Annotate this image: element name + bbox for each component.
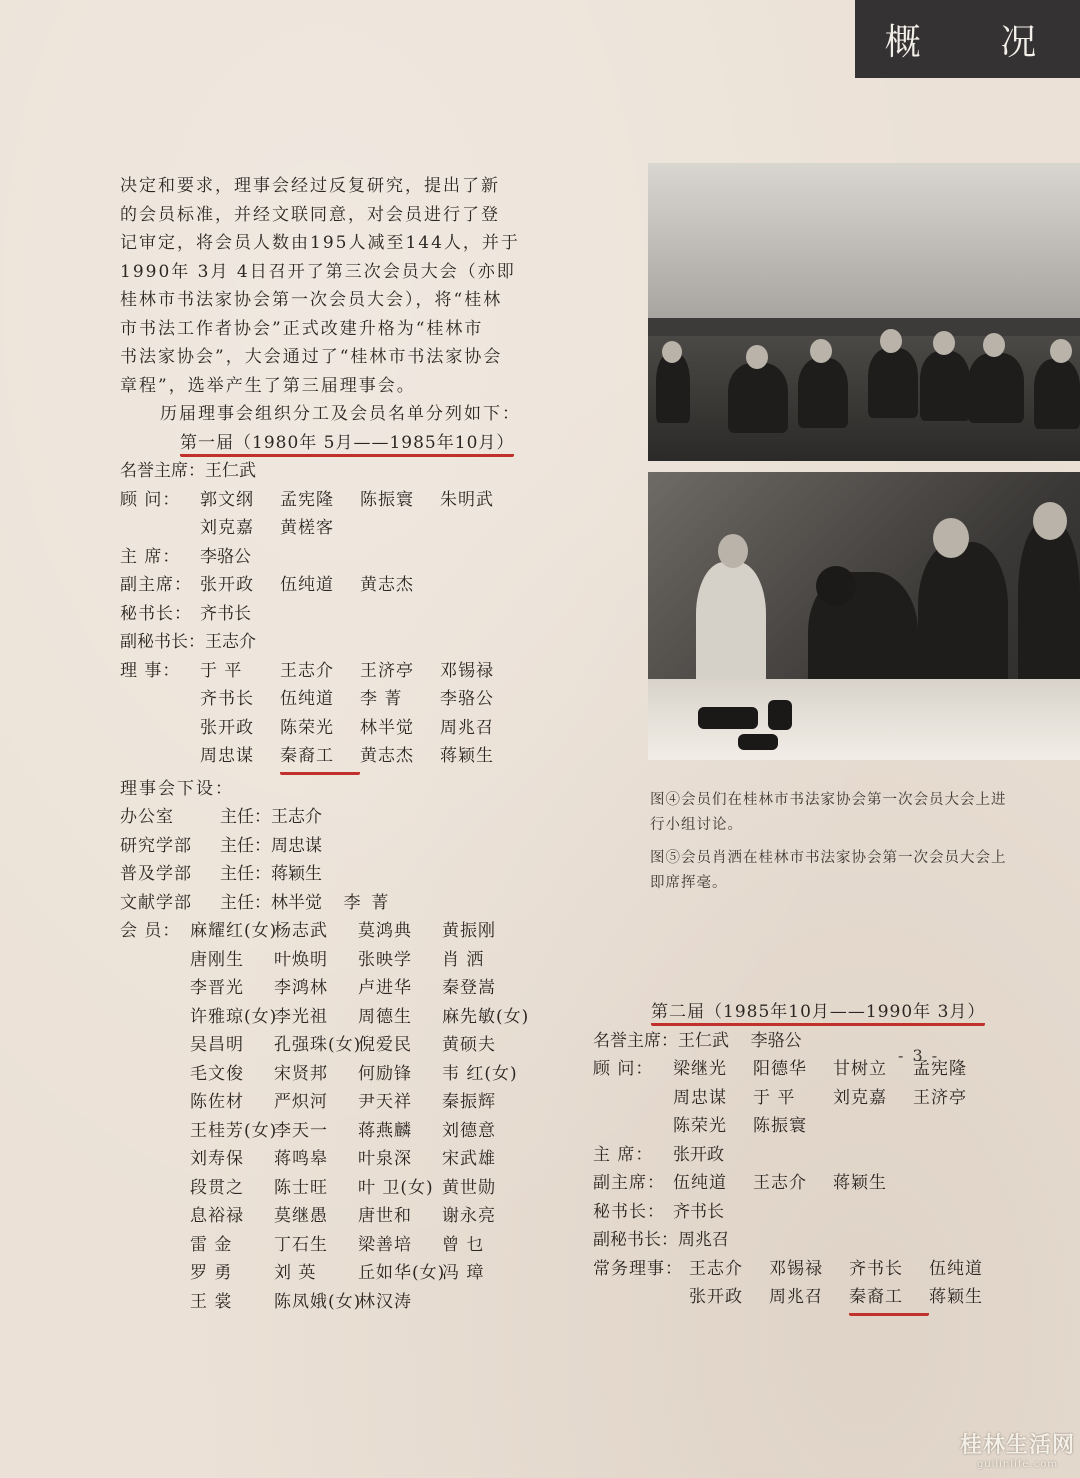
- person-name-highlighted: 秦裔工: [849, 1283, 929, 1316]
- second-session-title-text: 第二届（1985年10月——1990年 3月）: [651, 1002, 985, 1026]
- photo-ink-stroke: [768, 700, 792, 730]
- advisors-names: [673, 1055, 993, 1084]
- members-names: [190, 1174, 526, 1203]
- person-name: 黄振刚: [442, 921, 496, 941]
- standing-directors-row-continued: [593, 1283, 1013, 1316]
- meeting-photo: [648, 163, 1080, 461]
- person-name: 陈佐材: [190, 1092, 244, 1112]
- department-head: 周忠谋: [271, 835, 322, 856]
- person-name: 黄志杰: [360, 575, 414, 595]
- advisors-row-continued: [120, 514, 540, 543]
- person-name: 邓锡禄: [440, 660, 494, 681]
- person-name: 李天一: [274, 1120, 328, 1141]
- department-name: 普及学部: [120, 864, 192, 884]
- department-role: 主任：: [220, 835, 271, 856]
- person-name: 陈振寰: [753, 1116, 807, 1136]
- chair-label: 主 席：: [593, 1144, 654, 1165]
- members-names: [190, 1117, 526, 1146]
- person-name: 周忠谋: [200, 746, 254, 766]
- person-name: 周兆召: [769, 1287, 823, 1307]
- person-name: 陈士旺: [274, 1177, 328, 1198]
- photo-figure: [920, 351, 970, 421]
- photo-figure-head: [816, 566, 856, 606]
- members-label: 会 员：: [120, 921, 181, 941]
- members-names: [190, 946, 526, 975]
- person-name: 丘如华(女): [358, 1263, 446, 1283]
- secretary-name: 齐书长: [200, 603, 251, 624]
- intro-line: 记审定，将会员人数由195人减至144人，并于: [120, 233, 520, 253]
- department-head: 蒋颖生: [271, 864, 322, 884]
- honorary-chair-name: 王仁武: [205, 461, 256, 481]
- person-name: 张开政: [689, 1287, 743, 1307]
- deputy-secretary-label: 副秘书长：: [593, 1230, 678, 1250]
- photo-ceiling: [648, 163, 1080, 318]
- photo-figure-head: [933, 518, 969, 558]
- members-continued: [120, 946, 540, 1317]
- intro-line: 桂林市书法家协会第一次会员大会），将“桂林: [120, 290, 503, 310]
- photo-figure-head: [746, 345, 768, 369]
- person-name: 麻先敏(女): [442, 1006, 530, 1027]
- person-name-highlighted: 秦裔工: [280, 742, 360, 775]
- photo-figure-head: [810, 339, 832, 363]
- vice-chair-names: [200, 571, 440, 600]
- department-row: [120, 832, 540, 861]
- person-name: 张开政: [200, 717, 254, 738]
- person-name: 秦振辉: [442, 1092, 496, 1112]
- advisors-names: [200, 514, 360, 543]
- person-name: 尹天祥: [358, 1092, 412, 1112]
- department-head: 林半觉 李 菁: [271, 892, 389, 913]
- photo-captions: [650, 788, 1010, 896]
- person-name: 于 平: [753, 1087, 796, 1108]
- second-session-title: [593, 998, 1013, 1027]
- person-name: 刘德意: [442, 1120, 496, 1141]
- members-names: [190, 1145, 526, 1174]
- advisors-names: [673, 1084, 993, 1113]
- photo-figure-head: [933, 331, 955, 355]
- department-role: 主任：: [220, 864, 271, 884]
- standing-directors-row: [593, 1255, 1013, 1284]
- vice-chair-label: 副主席：: [120, 575, 192, 595]
- person-name: 张开政: [200, 575, 254, 595]
- person-name: 梁继光: [673, 1059, 727, 1079]
- person-name: 李骆公: [440, 689, 494, 709]
- list-intro: 历届理事会组织分工及会员名单分列如下：: [160, 404, 521, 424]
- members-row-continued: [120, 1145, 540, 1174]
- members-names: [190, 1288, 526, 1317]
- person-name: 张映学: [358, 949, 412, 970]
- person-name: 阳德华: [753, 1059, 807, 1079]
- right-column: [593, 998, 1013, 1316]
- members-names: [190, 1003, 530, 1032]
- photo-figure-head: [718, 534, 748, 568]
- photo-figure-head: [1033, 502, 1067, 540]
- person-name: 王济亭: [913, 1087, 967, 1108]
- directors-names: [200, 742, 520, 775]
- chair-row: [120, 543, 540, 572]
- directors-row-continued: [120, 714, 540, 743]
- directors-names: [200, 657, 520, 686]
- person-name: 王志介: [753, 1173, 807, 1193]
- person-name: 唐刚生: [190, 949, 244, 970]
- person-name: 蒋颖生: [833, 1173, 887, 1193]
- vice-chair-label: 副主席：: [593, 1173, 665, 1193]
- person-name: 刘克嘉: [833, 1087, 887, 1108]
- members-names: [190, 1088, 526, 1117]
- members-row-continued: [120, 974, 540, 1003]
- directors-label: 理 事：: [120, 660, 181, 681]
- chair-name: 张开政: [673, 1144, 724, 1165]
- person-name: [442, 1288, 526, 1317]
- vice-chair-row: [120, 571, 540, 600]
- person-name: 韦 红(女): [442, 1063, 518, 1084]
- person-name: 严炽河: [274, 1092, 328, 1112]
- department-role: 主任：: [220, 807, 271, 827]
- department-name: 研究学部: [120, 835, 192, 856]
- person-name: 孟宪隆: [913, 1059, 967, 1079]
- person-name: 毛文俊: [190, 1063, 244, 1084]
- person-name: 许雅琼(女): [190, 1006, 278, 1027]
- members-row-continued: [120, 1117, 540, 1146]
- person-name: 周兆召: [440, 717, 494, 738]
- person-name: 周忠谋: [673, 1087, 727, 1108]
- person-name: 王志介: [689, 1258, 743, 1279]
- directors-row-continued: [120, 742, 540, 775]
- person-name: 伍纯道: [673, 1173, 727, 1193]
- person-name: 孟宪隆: [280, 489, 334, 510]
- secretary-row: [593, 1198, 1013, 1227]
- members-row-continued: [120, 1231, 540, 1260]
- members-names: [190, 1060, 526, 1089]
- members-names: [190, 1202, 526, 1231]
- standing-directors-names: [689, 1283, 1009, 1316]
- chair-row: [593, 1141, 1013, 1170]
- person-name: 伍纯道: [280, 575, 334, 595]
- advisors-row-continued: [593, 1084, 1013, 1113]
- chair-label: 主 席：: [120, 546, 181, 567]
- person-name: 李 菁: [360, 689, 403, 709]
- members-names: [190, 1031, 526, 1060]
- left-column: [120, 172, 540, 1316]
- site-watermark: [960, 1428, 1075, 1470]
- advisors-names: [200, 486, 520, 515]
- directors-row: [120, 657, 540, 686]
- secretary-label: 秘书长：: [593, 1201, 665, 1222]
- page-number: - 3 -: [898, 1046, 940, 1065]
- intro-line: 书法家协会”，大会通过了“桂林市书法家协会: [120, 347, 503, 367]
- section-title: 概 况: [884, 21, 1071, 63]
- intro-line: 决定和要求，理事会经过反复研究，提出了新: [120, 176, 500, 196]
- person-name: 伍纯道: [929, 1258, 983, 1279]
- department-row: [120, 860, 540, 889]
- person-name: 甘树立: [833, 1059, 887, 1079]
- members-row-continued: [120, 1031, 540, 1060]
- honorary-chair-label: 名誉主席：: [593, 1030, 678, 1051]
- person-name: 莫鸿典: [358, 921, 412, 941]
- photo-figure: [968, 353, 1024, 423]
- advisors-row: [593, 1055, 1013, 1084]
- person-name: 陈凤娥(女): [274, 1291, 362, 1312]
- photo-ink-stroke: [738, 734, 778, 750]
- person-name: 王志介: [280, 660, 334, 681]
- person-name: 叶泉深: [358, 1149, 412, 1169]
- person-name: 唐世和: [358, 1206, 412, 1226]
- members-row-continued: [120, 1060, 540, 1089]
- person-name: 王桂芳(女): [190, 1120, 278, 1141]
- person-name: 陈振寰: [360, 489, 414, 510]
- standing-directors-label: 常务理事：: [593, 1258, 683, 1279]
- person-name: 于 平: [200, 660, 243, 681]
- photo-figure: [918, 542, 1008, 702]
- members-row-continued: [120, 1088, 540, 1117]
- honorary-chair-row: [120, 457, 540, 486]
- person-name: 丁石生: [274, 1234, 328, 1255]
- person-name: 梁善培: [358, 1234, 412, 1255]
- vice-chair-names: [673, 1169, 913, 1198]
- person-name: 林汉涛: [358, 1291, 412, 1312]
- caption-4: 图④会员们在桂林市书法家协会第一次会员大会上进行小组讨论。: [650, 792, 1007, 833]
- standing-directors-names: [689, 1255, 1009, 1284]
- section-header: [855, 0, 1080, 78]
- person-name: 刘克嘉: [200, 518, 254, 538]
- first-session-title: [120, 429, 540, 458]
- chair-name: 李骆公: [200, 546, 251, 567]
- person-name: 叶焕明: [274, 949, 328, 970]
- photo-figure: [656, 353, 690, 423]
- person-name: 刘寿保: [190, 1149, 244, 1169]
- intro-line: 章程”，选举产生了第三届理事会。: [120, 375, 416, 396]
- members-row-continued: [120, 1288, 540, 1317]
- department-row: [120, 803, 540, 832]
- person-name: 黄志杰: [360, 746, 414, 766]
- intro-line: 1990年 3月 4日召开了第三次会员大会（亦即: [120, 261, 516, 282]
- intro-paragraph: [120, 172, 540, 400]
- caption-5: 图⑤会员肖洒在桂林市书法家协会第一次会员大会上即席挥毫。: [650, 850, 1007, 891]
- department-name: 办公室: [120, 807, 174, 827]
- deputy-secretary-name: 王志介: [205, 632, 256, 652]
- person-name: 蒋颖生: [929, 1287, 983, 1307]
- advisors-names: [673, 1112, 833, 1141]
- person-name: 郭文纲: [200, 489, 254, 510]
- honorary-chair-names: 王仁武 李骆公: [678, 1030, 802, 1051]
- photo-figure: [728, 363, 788, 433]
- members-names: [190, 974, 526, 1003]
- directors-row-continued: [120, 685, 540, 714]
- person-name: 刘 英: [274, 1263, 317, 1283]
- department-role: 主任：: [220, 892, 271, 913]
- deputy-secretary-row: [593, 1226, 1013, 1255]
- person-name: 蒋鸣皋: [274, 1149, 328, 1169]
- person-name: 林半觉: [360, 717, 414, 738]
- secretary-row: [120, 600, 540, 629]
- deputy-secretary-label: 副秘书长：: [120, 632, 205, 652]
- photo-figure-head: [1050, 339, 1072, 363]
- person-name: 吴昌明: [190, 1035, 244, 1055]
- person-name: 伍纯道: [280, 689, 334, 709]
- calligraphy-photo: [648, 472, 1080, 760]
- watermark-title: 桂林生活网: [960, 1433, 1076, 1458]
- first-session-title-text: 第一届（1980年 5月——1985年10月）: [180, 433, 514, 457]
- honorary-chair-label: 名誉主席：: [120, 461, 205, 481]
- person-name: 孔强珠(女): [274, 1035, 362, 1055]
- directors-names: [200, 685, 520, 714]
- person-name: 蒋颖生: [440, 746, 494, 766]
- deputy-secretary-row: [120, 628, 540, 657]
- members-names: [190, 917, 526, 946]
- person-name: 齐书长: [200, 689, 254, 709]
- person-name: 段贯之: [190, 1177, 244, 1198]
- secretary-label: 秘书长：: [120, 603, 192, 624]
- directors-names: [200, 714, 520, 743]
- person-name: 叶 卫(女): [358, 1177, 434, 1198]
- person-name: 倪爱民: [358, 1035, 412, 1055]
- honorary-chair-row: [593, 1027, 1013, 1056]
- members-row-continued: [120, 1202, 540, 1231]
- watermark-url: guilinlife.com: [976, 1459, 1059, 1470]
- person-name: 宋贤邦: [274, 1063, 328, 1084]
- person-name: 黄世勋: [442, 1177, 496, 1198]
- person-name: 王济亭: [360, 660, 414, 681]
- members-row-continued: [120, 1174, 540, 1203]
- photo-figure-head: [983, 333, 1005, 357]
- members-row-continued: [120, 946, 540, 975]
- person-name: 冯 璋: [442, 1263, 485, 1283]
- person-name: 李光祖: [274, 1006, 328, 1027]
- departments-heading: 理事会下设：: [120, 778, 234, 799]
- person-name: 齐书长: [849, 1258, 903, 1279]
- person-name: 王 裳: [190, 1291, 233, 1312]
- department-name: 文献学部: [120, 892, 192, 913]
- photo-figure: [696, 562, 766, 692]
- secretary-name: 齐书长: [673, 1201, 724, 1222]
- members-row-continued: [120, 1259, 540, 1288]
- person-name: 莫继愚: [274, 1206, 328, 1226]
- person-name: 肖 洒: [442, 949, 485, 970]
- person-name: 邓锡禄: [769, 1258, 823, 1279]
- person-name: 曾 乜: [442, 1234, 485, 1255]
- person-name: 李晋光: [190, 978, 244, 998]
- advisors-row: [120, 486, 540, 515]
- person-name: 宋武雄: [442, 1149, 496, 1169]
- person-name: 陈荣光: [280, 717, 334, 738]
- advisors-row-continued: [593, 1112, 1013, 1141]
- person-name: 李鸿林: [274, 978, 328, 998]
- photo-figure: [1034, 359, 1080, 429]
- members-names: [190, 1231, 526, 1260]
- person-name: 黄槎客: [280, 518, 334, 538]
- person-name: 蒋燕麟: [358, 1120, 412, 1141]
- department-row: [120, 889, 540, 918]
- photo-figure-head: [880, 329, 902, 353]
- members-row: [120, 917, 540, 946]
- intro-line: 市书法工作者协会”正式改建升格为“桂林市: [120, 318, 484, 339]
- person-name: 息裕禄: [190, 1206, 244, 1226]
- person-name: 卢进华: [358, 978, 412, 998]
- photo-figure-head: [662, 341, 682, 363]
- person-name: 谢永亮: [442, 1206, 496, 1226]
- intro-line: 的会员标准，并经文联同意，对会员进行了登: [120, 204, 500, 225]
- department-head: 王志介: [271, 807, 322, 827]
- person-name: 何励锋: [358, 1063, 412, 1084]
- members-names: [190, 1259, 526, 1288]
- vice-chair-row: [593, 1169, 1013, 1198]
- advisors-label: 顾 问：: [120, 489, 181, 510]
- photo-figure: [1018, 522, 1080, 702]
- person-name: 罗 勇: [190, 1263, 233, 1283]
- person-name: 黄硕夫: [442, 1035, 496, 1055]
- advisors-label: 顾 问：: [593, 1059, 654, 1079]
- person-name: 雷 金: [190, 1234, 233, 1255]
- deputy-secretary-name: 周兆召: [678, 1230, 729, 1250]
- person-name: 陈荣光: [673, 1116, 727, 1136]
- photo-figure: [868, 348, 918, 418]
- members-row-continued: [120, 1003, 540, 1032]
- person-name: 麻耀红(女): [190, 921, 278, 941]
- person-name: 朱明武: [440, 489, 494, 510]
- photo-ink-stroke: [698, 707, 758, 729]
- person-name: 杨志武: [274, 921, 328, 941]
- person-name: 秦登嵩: [442, 978, 496, 998]
- photo-figure: [798, 358, 848, 428]
- person-name: 周德生: [358, 1006, 412, 1027]
